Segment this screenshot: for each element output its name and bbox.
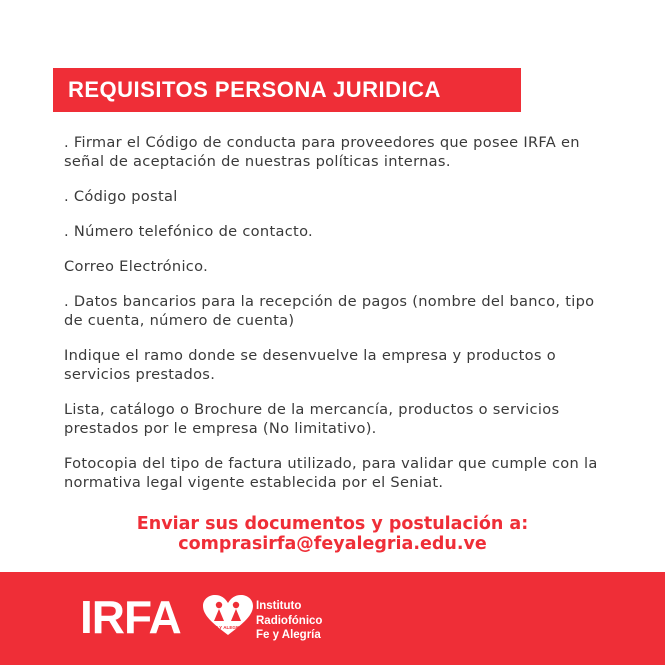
requirement-business-field: Indique el ramo donde se desenvuelve la empresa y productos o servicios prestados. — [64, 347, 556, 383]
fe-y-alegria-heart-icon — [202, 595, 254, 637]
title-banner — [53, 68, 521, 112]
institute-line-2: Radiofónico — [256, 614, 323, 627]
requirement-bank-data: . Datos bancarios para la recepción de pagos (nombre del banco, tipo de cuenta, número de cuenta) — [64, 293, 595, 329]
requirement-catalog: Lista, catálogo o Brochure de la mercancía, productos o servicios prestados por le empresa (No limitativo). — [64, 401, 560, 437]
requirements-list — [64, 133, 604, 508]
irfa-logo-text: IRFA — [80, 591, 181, 643]
requirement-code-of-conduct: . Firmar el Código de conducta para proveedores que posee IRFA en señal de aceptación de nuestras políticas internas. — [64, 134, 580, 170]
institute-line-3: Fe y Alegría — [256, 629, 321, 641]
submission-instruction: Enviar sus documentos y postulación a: — [136, 514, 529, 534]
submission-callout — [0, 514, 665, 554]
requirement-invoice: Fotocopia del tipo de factura utilizado, para validar que cumple con la normativa legal vigente establecida por el Seniat. — [64, 455, 598, 491]
logo-small-text: FE Y ALEGRIA — [212, 625, 244, 630]
requirement-phone: . Número telefónico de contacto. — [64, 223, 313, 240]
requirement-postal-code: . Código postal — [64, 188, 178, 205]
page-title: REQUISITOS PERSONA JURIDICA — [68, 77, 441, 102]
requirement-email: Correo Electrónico. — [64, 258, 209, 275]
institute-line-1: Instituto — [256, 600, 302, 612]
institute-name — [256, 599, 322, 643]
submission-email[interactable]: comprasirfa@feyalegria.edu.ve — [178, 534, 487, 554]
